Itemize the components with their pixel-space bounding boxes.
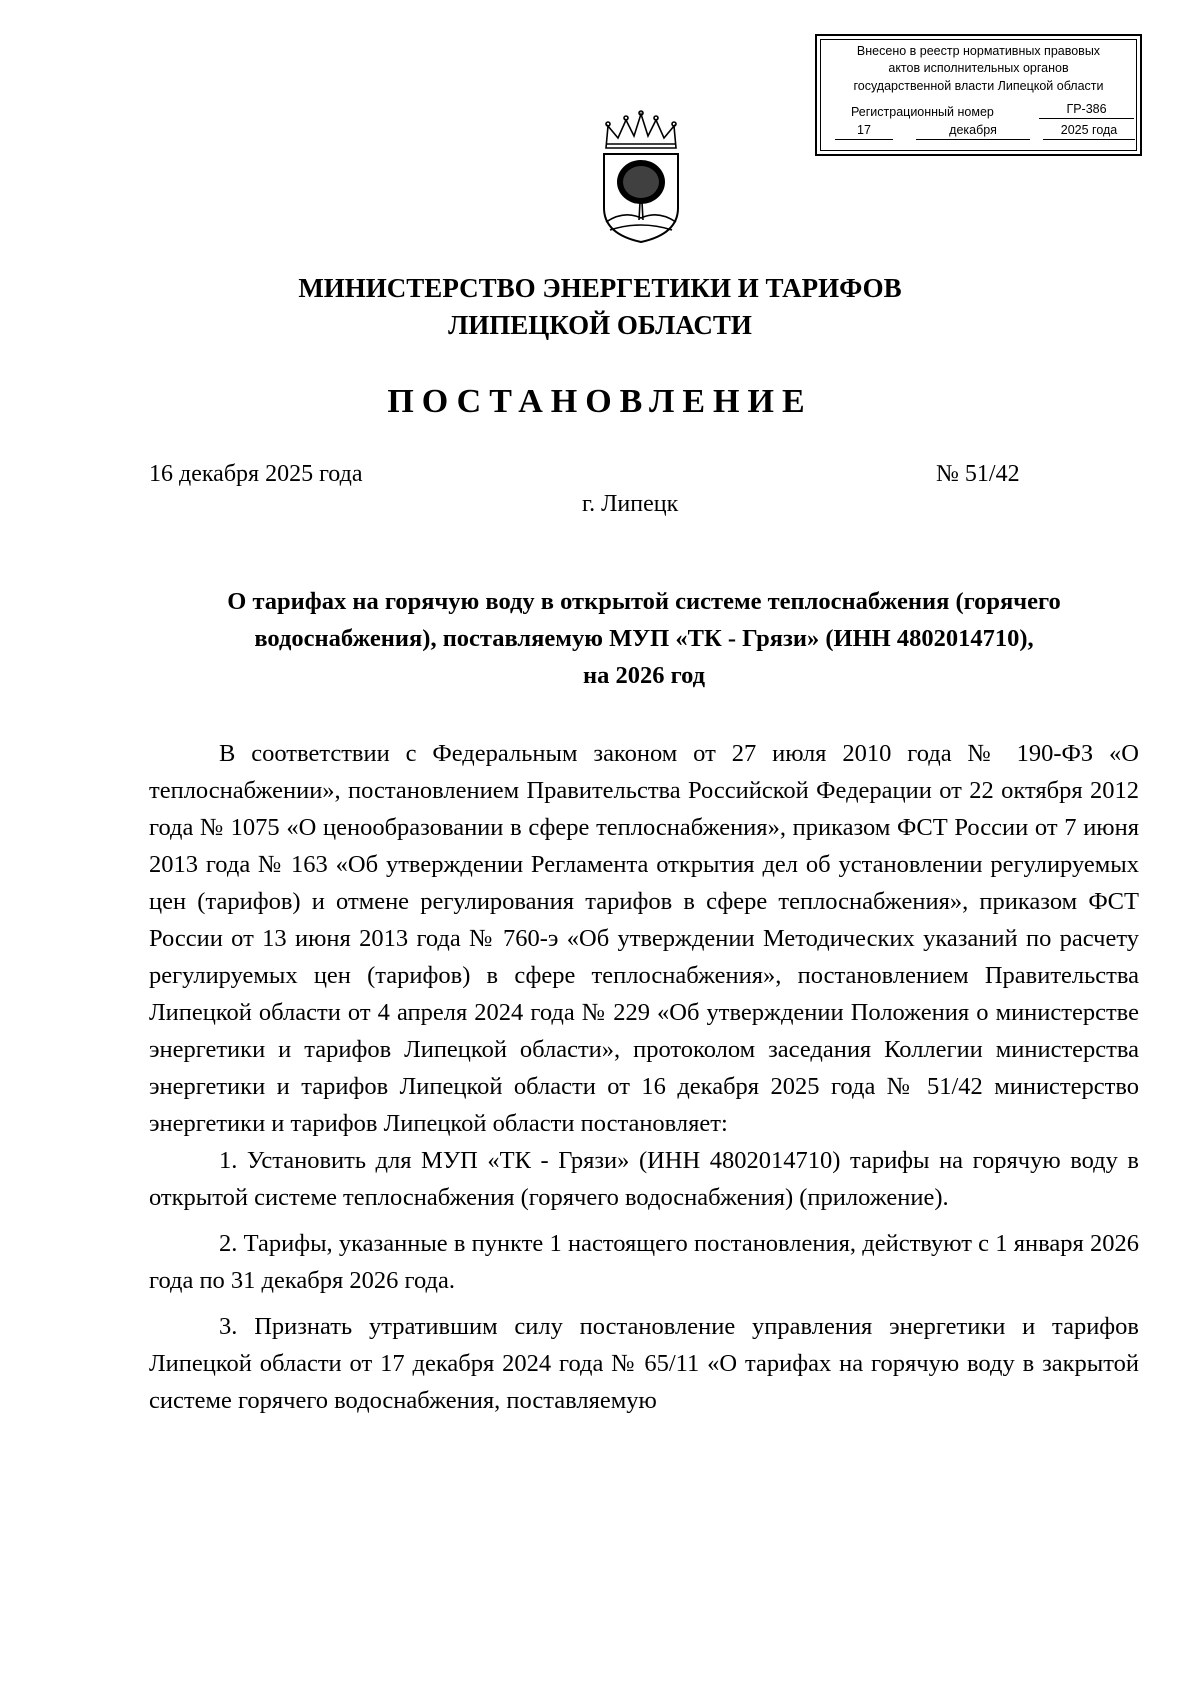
subject-line-2: водоснабжения), поставляемую МУП «ТК - Грязи» (ИНН 4802014710), [254,625,1034,652]
document-body [149,735,1139,1419]
stamp-reg-number: ГР-386 [1039,101,1134,119]
stamp-line-3: государственной власти Липецкой области [853,79,1104,93]
stamp-day: 17 [835,122,893,140]
registration-stamp [815,34,1142,156]
preamble-paragraph: В соответствии с Федеральным законом от 27 июля 2010 года № 190-ФЗ «О теплоснабжении», постановлением Правительства Российской Федерации от 22 октября 2012 года № 1075 «О ценообразовании в сфере теплоснабжения», приказом ФСТ России от 7 июня 2013 года № 163 «Об утверждении Регламента открытия дел об установлении регулируемых цен (тарифов) и отмене регулирования тарифов в сфере теплоснабжения», приказом ФСТ России от 13 июня 2013 года № 760-э «Об утверждении Методических указаний по расчету регулируемых цен (тарифов) в сфере теплоснабжения», постановлением Правительства Липецкой области от 4 апреля 2024 года № 229 «Об утверждении Положения о министерстве энергетики и тарифов Липецкой области», протоколом заседания Коллегии министерства энергетики и тарифов Липецкой области от 16 декабря 2025 года № 51/42 министерство энергетики и тарифов Липецкой области постановляет: [149,740,1139,1137]
item-2-paragraph: 2. Тарифы, указанные в пункте 1 настоящего постановления, действуют с 1 января 2026 года по 31 декабря 2026 года. [149,1230,1139,1294]
stamp-year: 2025 года [1043,122,1135,140]
subject-line-1: О тарифах на горячую воду в открытой системе теплоснабжения (горячего [227,588,1061,615]
document-subject [149,583,1139,694]
registration-stamp-inner-frame [820,39,1137,151]
ministry-name-line-2: ЛИПЕЦКОЙ ОБЛАСТИ [448,310,752,340]
lipetsk-coat-of-arms-icon [600,110,682,246]
ministry-name [0,270,1200,344]
stamp-month: декабря [916,122,1030,140]
stamp-line-2: актов исполнительных органов [888,61,1069,75]
stamp-reg-label: Регистрационный номер [851,105,994,119]
document-date: 16 декабря 2025 года [149,461,363,487]
item-3-paragraph: 3. Признать утратившим силу постановление управления энергетики и тарифов Липецкой области от 17 декабря 2024 года № 65/11 «О тарифах на горячую воду в закрытой системе горячего водоснабжения, поставляемую [149,1313,1139,1414]
document-type: ПОСТАНОВЛЕНИЕ [387,383,813,420]
subject-line-3: на 2026 год [582,662,706,689]
document-number: № 51/42 [936,461,1020,487]
ministry-name-line-1: МИНИСТЕРСТВО ЭНЕРГЕТИКИ И ТАРИФОВ [298,273,902,303]
document-city: г. Липецк [582,491,679,517]
item-1-paragraph: 1. Установить для МУП «ТК - Грязи» (ИНН 4802014710) тарифы на горячую воду в открытой системе теплоснабжения (горячего водоснабжения) (приложение). [149,1147,1139,1211]
stamp-line-1: Внесено в реестр нормативных правовых [856,44,1101,58]
